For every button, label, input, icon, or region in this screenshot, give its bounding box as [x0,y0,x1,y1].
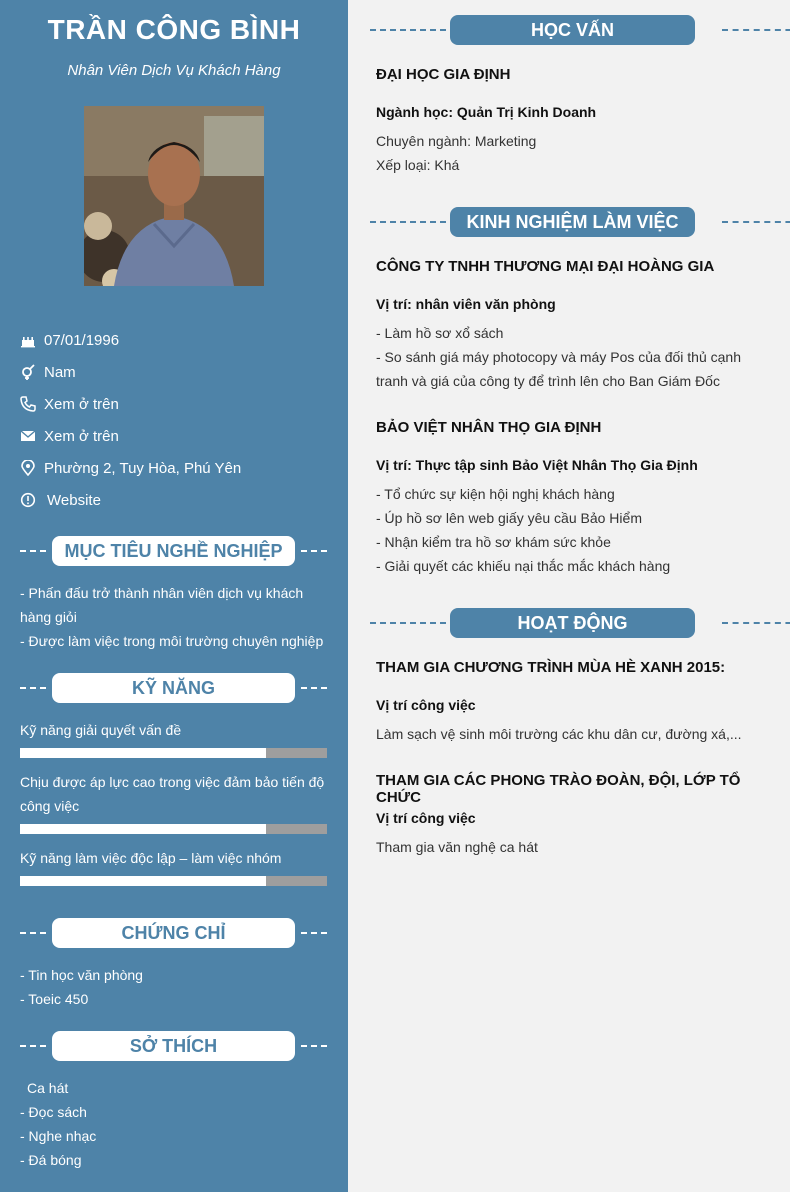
hobby-item: - Nghe nhạc [20,1128,97,1144]
skill-bar [20,824,327,834]
job-title: Nhân Viên Dịch Vụ Khách Hàng [67,62,281,79]
certificates-header [20,918,327,948]
job-duty: - Làm hồ sơ xổ sách [376,325,504,341]
activity-text: Tham gia văn nghệ ca hát [376,839,538,855]
skill-name: Chịu được áp lực cao trong việc đảm bảo tiến độ công việc [20,774,325,814]
job-duty: - So sánh giá máy photocopy và máy Pos của đối thủ cạnh tranh và giá của công ty để trình lên cho Ban Giám Đốc [376,349,741,389]
job-position: Vị trí: nhân viên văn phòng [376,296,556,312]
job-duty: - Giải quyết các khiếu nại thắc mắc khách hàng [376,558,671,574]
main-content [348,0,790,1192]
contact-value: Xem ở trên [44,395,119,413]
phone-icon [20,396,36,412]
skill-name: Kỹ năng làm việc độc lập – làm việc nhóm [20,850,282,866]
section-title: SỞ THÍCH [52,1031,295,1061]
certificate-item: - Toeic 450 [20,991,89,1007]
job-duty: - Úp hồ sơ lên web giấy yêu cầu Bảo Hiểm [376,510,642,526]
education-major: Ngành học: Quản Trị Kinh Doanh [376,104,597,120]
hobbies-text [20,1076,327,1172]
hobby-item: - Đá bóng [20,1152,82,1168]
education-detail: Chuyên ngành: Marketing [376,133,537,149]
contact-birthday [20,330,119,350]
skills-header [20,673,327,703]
contact-value: Website [47,491,101,509]
gender-icon [20,364,36,380]
contact-phone [20,394,119,414]
objective-text [20,581,327,653]
education-header [370,15,780,45]
contact-value: Phường 2, Tuy Hòa, Phú Yên [44,459,242,477]
activity-name: THAM GIA CÁC PHONG TRÀO ĐOÀN, ĐỘI, LỚP TỔ CHỨC [376,772,741,806]
section-title: KỸ NĂNG [52,673,295,703]
contact-value: 07/01/1996 [44,331,120,349]
profile-photo-image [84,106,264,286]
section-title: HỌC VẤN [450,15,695,45]
activity-position: Vị trí công việc [376,810,476,826]
certificates-text [20,963,327,1011]
section-title: HOẠT ĐỘNG [450,608,695,638]
candidate-name: TRẦN CÔNG BÌNH [47,14,301,45]
activity-text: Làm sạch vệ sinh môi trường các khu dân cư, đường xá,... [376,726,742,742]
contact-gender [20,362,76,382]
hobby-item: Ca hát [27,1080,69,1096]
objective-line: - Được làm việc trong môi trường chuyên nghiệp [20,633,324,649]
skill-bar [20,876,327,886]
activity-name: THAM GIA CHƯƠNG TRÌNH MÙA HÈ XANH 2015: [376,659,726,676]
mail-icon [20,428,36,444]
experience-header [370,207,780,237]
job-position: Vị trí: Thực tập sinh Bảo Việt Nhân Thọ Gia Định [376,457,698,473]
section-title: CHỨNG CHỈ [52,918,295,948]
section-title: MỤC TIÊU NGHỀ NGHIỆP [52,536,295,566]
job-duties [376,482,771,578]
skill-bar [20,748,327,758]
job-duty: - Tổ chức sự kiện hội nghị khách hàng [376,486,615,502]
hobby-item: - Đọc sách [20,1104,87,1120]
cake-icon [20,332,36,348]
contact-address [20,458,241,478]
contact-value: Nam [44,363,76,381]
contact-email [20,426,119,446]
job-duties [376,321,771,393]
school-name: ĐẠI HỌC GIA ĐỊNH [376,66,511,83]
education-details [376,129,771,177]
sidebar [0,0,348,1192]
activity-position: Vị trí công việc [376,697,476,713]
objective-header [20,536,327,566]
profile-photo [84,106,264,286]
section-title: KINH NGHIỆM LÀM VIỆC [450,207,695,237]
job-duty: - Nhận kiểm tra hồ sơ khám sức khỏe [376,534,611,550]
company-name: BẢO VIỆT NHÂN THỌ GIA ĐỊNH [376,419,602,436]
hobbies-header [20,1031,327,1061]
contact-website [20,490,101,510]
location-icon [20,460,36,476]
contact-value: Xem ở trên [44,427,119,445]
info-icon [20,492,36,508]
activities-header [370,608,780,638]
education-detail: Xếp loại: Khá [376,157,460,173]
certificate-item: - Tin học văn phòng [20,967,143,983]
company-name: CÔNG TY TNHH THƯƠNG MẠI ĐẠI HOÀNG GIA [376,258,715,275]
skill-name: Kỹ năng giải quyết vấn đề [20,722,182,738]
objective-line: - Phấn đấu trở thành nhân viên dịch vụ khách hàng giỏi [20,585,304,625]
